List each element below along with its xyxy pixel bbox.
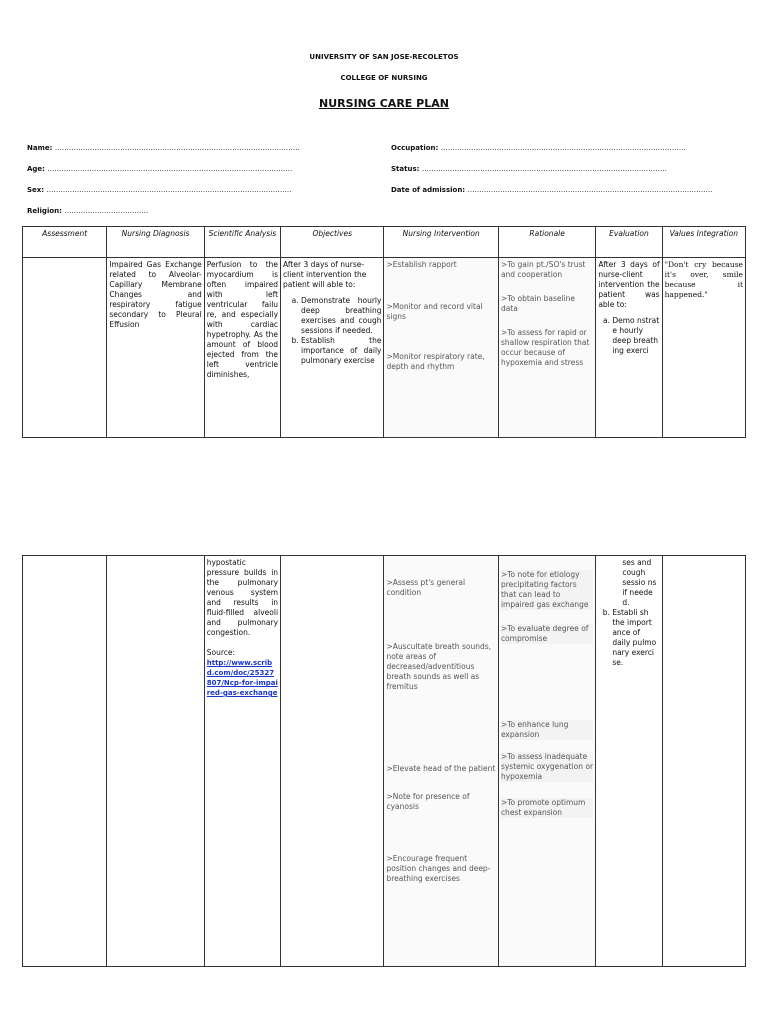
diagnosis-cell [107, 556, 204, 967]
status-label: Status: [391, 165, 420, 173]
intervention-item: >Assess pt's general condition [386, 578, 466, 597]
intervention-item: >Monitor and record vital signs [386, 302, 483, 321]
intervention-item: >Establish rapport [386, 260, 457, 269]
evaluation-cell [596, 258, 662, 438]
sex-blank: …………………………………………………………………………………………… [46, 186, 292, 194]
evaluation-item: b. Establi sh the import ance of daily pulmo nary exerci se. [612, 608, 659, 668]
col-assessment: Assessment [23, 227, 107, 258]
intervention-cell [384, 258, 498, 438]
rationale-item: >To obtain baseline data [500, 294, 576, 313]
religion-field [27, 207, 148, 215]
intervention-item: >Monitor respiratory rate, depth and rhythm [386, 352, 485, 371]
rationale-item: >To gain pt./SO's trust and cooperation [500, 260, 586, 279]
page-title: NURSING CARE PLAN [319, 97, 449, 110]
col-values-integration: Values Integration [662, 227, 745, 258]
intervention-item: >Auscultate breath sounds, note areas of decreased/adventitious breath sounds as well as fremitus [386, 642, 492, 691]
objective-item: a. Demonstrate hourly deep breathing exercises and cough sessions if needed. [301, 296, 381, 336]
intervention-item: >Encourage frequent position changes and deep-breathing exercises [386, 854, 491, 883]
values-cell: "Don't cry because it's over, smile because it happened." [662, 258, 745, 438]
table-row [23, 258, 746, 438]
objectives-list [283, 296, 381, 366]
status-blank: …………………………………………………………………………………………… [421, 165, 667, 173]
values-cell [662, 556, 745, 967]
objectives-cell [281, 258, 384, 438]
col-nursing-diagnosis: Nursing Diagnosis [107, 227, 204, 258]
care-plan-table-page1 [22, 226, 746, 438]
rationale-item: >To assess inadequate systemic oxygenation or hypoxemia [500, 752, 594, 781]
intervention-item: >Elevate head of the patient [386, 764, 496, 773]
name-label: Name: [27, 144, 53, 152]
care-plan-table-page2 [22, 555, 746, 967]
status-field [391, 165, 667, 173]
evaluation-cell [596, 556, 662, 967]
analysis-cell [204, 556, 280, 967]
source-label: Source: [206, 648, 236, 657]
occupation-blank: …………………………………………………………………………………………… [440, 144, 686, 152]
col-evaluation: Evaluation [596, 227, 662, 258]
table-header-row [23, 227, 746, 258]
rationale-cell [498, 556, 595, 967]
col-objectives: Objectives [281, 227, 384, 258]
evaluation-item: a. Demo nstrat e hourly deep breath ing exerci [612, 316, 659, 356]
religion-blank: ……………………………… [64, 207, 149, 215]
age-field [27, 165, 292, 173]
evaluation-list [598, 608, 659, 668]
college-name: COLLEGE OF NURSING [340, 74, 428, 82]
sex-field [27, 186, 292, 194]
name-field [27, 144, 300, 152]
intervention-item: >Note for presence of cyanosis [386, 792, 470, 811]
occupation-field [391, 144, 686, 152]
intervention-cell [384, 556, 498, 967]
col-rationale: Rationale [498, 227, 595, 258]
name-blank: …………………………………………………………………………………………… [54, 144, 300, 152]
rationale-item: >To promote optimum chest expansion [501, 798, 593, 818]
col-nursing-intervention: Nursing Intervention [384, 227, 498, 258]
objectives-intro: After 3 days of nurse-client intervention the patient will able to: [283, 260, 367, 289]
rationale-item: >To assess for rapid or shallow respiration that occur because of hypoxemia and stress [500, 328, 590, 367]
rationale-item: >To evaluate degree of compromise [501, 624, 593, 644]
rationale-cell [498, 258, 595, 438]
evaluation-continued: ses and cough sessio ns if neede d. [622, 558, 657, 607]
age-blank: …………………………………………………………………………………………… [47, 165, 293, 173]
rationale-item: >To enhance lung expansion [501, 720, 593, 740]
rationale-item: >To note for etiology precipitating factors that can lead to impaired gas exchange [501, 570, 593, 610]
analysis-text: hypostatic pressure builds in the pulmonary venous system and results in fluid-filled alveoli and pulmonary congestion. [206, 558, 279, 637]
col-scientific-analysis: Scientific Analysis [204, 227, 280, 258]
diagnosis-cell: Impaired Gas Exchange related to Alveolar- Capillary Membrane Changes and respiratory fatigue secondary to Pleural Effusion [107, 258, 204, 438]
admission-field [391, 186, 713, 194]
university-name: UNIVERSITY OF SAN JOSE-RECOLETOS [309, 53, 459, 61]
evaluation-list [598, 316, 659, 356]
age-label: Age: [27, 165, 45, 173]
assessment-cell [23, 258, 107, 438]
objectives-cell [281, 556, 384, 967]
table-row [23, 556, 746, 967]
source-link[interactable]: http://www.scribd.com/doc/25327807/Ncp-for-impaired-gas-exchange [206, 659, 278, 697]
admission-blank: …………………………………………………………………………………………… [467, 186, 713, 194]
evaluation-intro: After 3 days of nurse-client intervention the patient was able to: [598, 260, 660, 309]
occupation-label: Occupation: [391, 144, 439, 152]
religion-label: Religion: [27, 207, 62, 215]
admission-label: Date of admission: [391, 186, 466, 194]
analysis-cell: Perfusion to the myocardium is often impaired with left ventricular failu re, and especially with cardiac hypetrophy. As the amount of blood ejected from the left ventricle diminishes, [204, 258, 280, 438]
sex-label: Sex: [27, 186, 45, 194]
assessment-cell [23, 556, 107, 967]
objective-item: b. Establish the importance of daily pulmonary exercise [301, 336, 381, 366]
